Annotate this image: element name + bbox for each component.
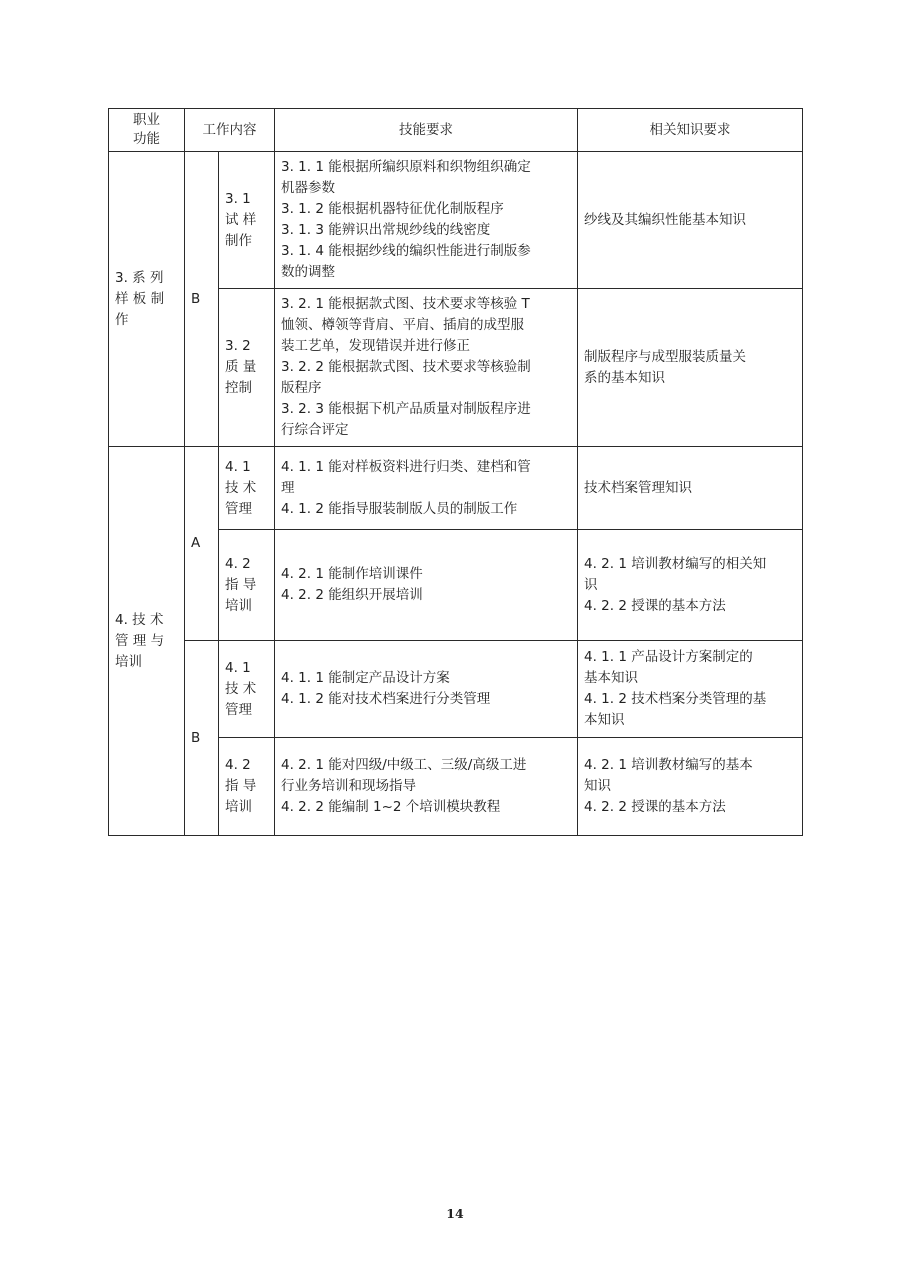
work-content-cell <box>219 641 275 738</box>
skill-line: 4. 1. 1 能对样板资料进行归类、建档和管 <box>281 458 531 475</box>
work-content-line: 管理 <box>225 701 252 718</box>
work-content-cell <box>219 447 275 530</box>
knowledge-line: 4. 2. 1 培训教材编写的基本 <box>584 757 753 773</box>
skill-cell <box>275 447 578 530</box>
table-row <box>109 152 803 289</box>
function-line: 管 理 与 <box>115 632 165 649</box>
work-content-line: 试 样 <box>225 211 257 228</box>
skill-line: 4. 1. 1 能制定产品设计方案 <box>281 670 450 686</box>
work-content-cell <box>219 289 275 447</box>
work-content-line: 4. 1 <box>225 458 251 475</box>
knowledge-cell <box>578 447 803 530</box>
work-content-line: 技 术 <box>225 680 257 697</box>
header-function-line: 职业 <box>133 112 160 128</box>
knowledge-line: 知识 <box>584 778 611 794</box>
function-line: 3. 系 列 <box>115 269 164 286</box>
skill-cell <box>275 738 578 836</box>
knowledge-cell <box>578 738 803 836</box>
skill-line: 行业务培训和现场指导 <box>281 778 416 794</box>
function-line: 样 板 制 <box>115 290 165 307</box>
skill-line: 3. 2. 1 能根据款式图、技术要求等核验 T <box>281 296 530 312</box>
function-line: 4. 技 术 <box>115 611 164 628</box>
work-content-line: 控制 <box>225 380 252 396</box>
work-content-line: 指 导 <box>225 778 257 794</box>
skill-line: 3. 1. 2 能根据机器特征优化制版程序 <box>281 201 504 217</box>
level-cell: B <box>185 152 219 447</box>
work-content-cell <box>219 738 275 836</box>
skill-line: 恤领、樽领等背肩、平肩、插肩的成型服 <box>281 317 524 333</box>
skill-line: 4. 2. 1 能制作培训课件 <box>281 566 423 582</box>
header-knowledge: 相关知识要求 <box>578 109 803 152</box>
skill-line: 3. 1. 1 能根据所编织原料和织物组织确定 <box>281 159 531 175</box>
header-row <box>109 109 803 152</box>
knowledge-line: 4. 1. 2 技术档案分类管理的基 <box>584 691 767 707</box>
skill-line: 3. 1. 3 能辨识出常规纱线的线密度 <box>281 222 491 238</box>
skill-line: 4. 2. 2 能组织开展培训 <box>281 587 423 603</box>
work-content-line: 培训 <box>225 597 252 614</box>
skill-line: 4. 1. 2 能对技术档案进行分类管理 <box>281 691 491 707</box>
skill-line: 装工艺单，发现错误并进行修正 <box>281 338 470 354</box>
work-content-line: 4. 2 <box>225 757 251 773</box>
header-skill: 技能要求 <box>275 109 578 152</box>
skill-cell <box>275 530 578 641</box>
work-content-line: 技 术 <box>225 479 257 496</box>
table-row <box>109 641 803 738</box>
work-content-cell <box>219 152 275 289</box>
knowledge-cell <box>578 152 803 289</box>
function-cell <box>109 152 185 447</box>
function-line: 培训 <box>115 653 142 670</box>
knowledge-line: 4. 1. 1 产品设计方案制定的 <box>584 649 753 665</box>
skill-line: 4. 2. 1 能对四级/中级工、三级/高级工进 <box>281 757 527 773</box>
work-content-line: 4. 1 <box>225 659 251 676</box>
work-content-line: 3. 1 <box>225 190 251 207</box>
work-content-line: 3. 2 <box>225 338 251 354</box>
skill-line: 数的调整 <box>281 264 335 280</box>
work-content-line: 培训 <box>225 799 252 815</box>
header-function <box>109 109 185 152</box>
skill-line: 3. 2. 2 能根据款式图、技术要求等核验制 <box>281 359 531 375</box>
knowledge-line: 4. 2. 2 授课的基本方法 <box>584 597 726 614</box>
level-cell: B <box>185 641 219 836</box>
knowledge-line: 技术档案管理知识 <box>584 479 692 496</box>
function-line: 作 <box>115 311 129 328</box>
work-content-cell <box>219 530 275 641</box>
level-cell: A <box>185 447 219 641</box>
knowledge-line: 系的基本知识 <box>584 369 665 386</box>
work-content-line: 指 导 <box>225 576 257 593</box>
work-content-line: 制作 <box>225 232 252 249</box>
knowledge-cell <box>578 289 803 447</box>
header-function-line: 功能 <box>133 131 160 147</box>
skill-line: 行综合评定 <box>281 422 349 438</box>
skill-line: 3. 1. 4 能根据纱线的编织性能进行制版参 <box>281 243 531 259</box>
knowledge-line: 基本知识 <box>584 670 638 686</box>
work-content-line: 管理 <box>225 500 252 517</box>
skill-line: 版程序 <box>281 380 322 396</box>
skill-line: 机器参数 <box>281 180 335 196</box>
knowledge-cell <box>578 641 803 738</box>
occupational-standard-table <box>108 108 803 836</box>
knowledge-line: 4. 2. 1 培训教材编写的相关知 <box>584 555 767 572</box>
knowledge-line: 本知识 <box>584 712 625 728</box>
knowledge-line: 4. 2. 2 授课的基本方法 <box>584 799 726 815</box>
skill-line: 4. 2. 2 能编制 1~2 个培训模块教程 <box>281 799 501 815</box>
table-row <box>109 447 803 530</box>
knowledge-cell <box>578 530 803 641</box>
work-content-line: 质 量 <box>225 359 257 375</box>
skill-line: 4. 1. 2 能指导服装制版人员的制版工作 <box>281 500 518 517</box>
knowledge-line: 制版程序与成型服装质量关 <box>584 348 746 365</box>
knowledge-line: 识 <box>584 576 598 593</box>
header-work: 工作内容 <box>185 109 275 152</box>
skill-cell <box>275 289 578 447</box>
function-cell <box>109 447 185 836</box>
page-number: 14 <box>446 1206 464 1221</box>
skill-line: 3. 2. 3 能根据下机产品质量对制版程序进 <box>281 401 531 417</box>
skill-line: 理 <box>281 479 295 496</box>
work-content-line: 4. 2 <box>225 555 251 572</box>
skill-cell <box>275 152 578 289</box>
knowledge-line: 纱线及其编织性能基本知识 <box>584 211 746 228</box>
skill-cell <box>275 641 578 738</box>
